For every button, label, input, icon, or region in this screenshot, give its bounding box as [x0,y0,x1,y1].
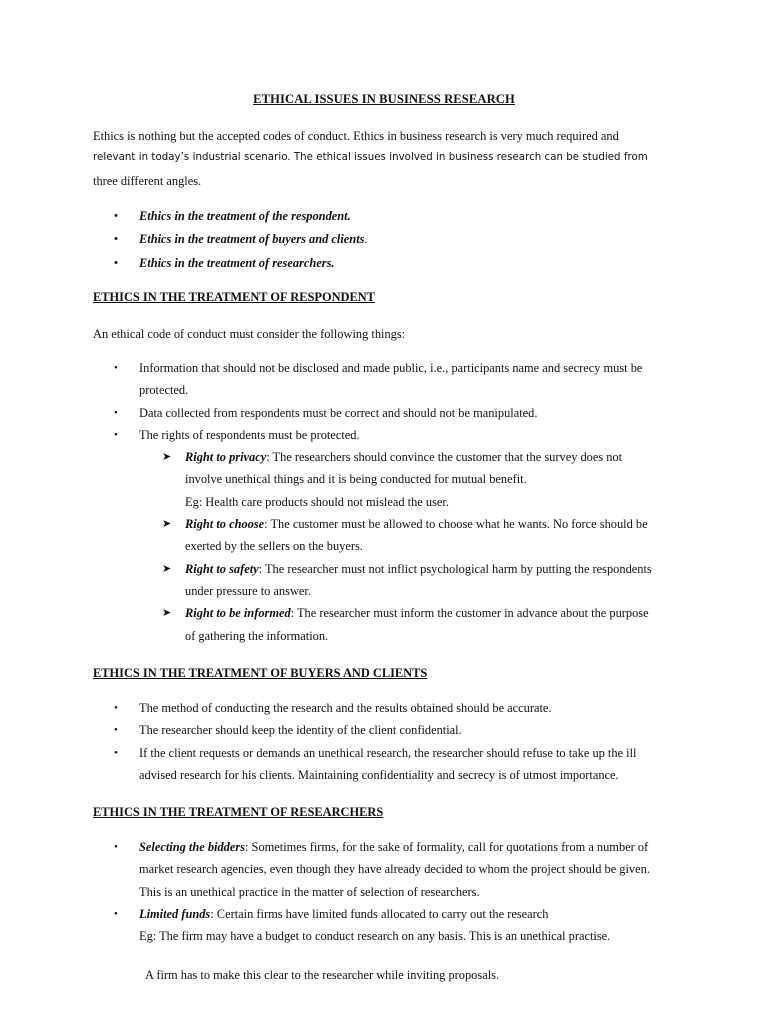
list-item: • Information that should not be disclosed and made public, i.e., participants name and secrecy must be protected. [93,357,672,402]
list-item: • The researcher should keep the identity of the client confidential. [93,719,672,741]
heading-respondent: ETHICS IN THE TREATMENT OF RESPONDENT [93,290,375,304]
list-item: ➤ Right to safety: The researcher must not inflict psychological harm by putting the respondents under pressure to answer. [139,558,672,603]
heading-researchers: ETHICS IN THE TREATMENT OF RESEARCHERS [93,805,384,819]
list-item: ➤ Right to be informed: The researcher must inform the customer in advance about the purpose of gathering the information. [139,602,672,647]
heading-clients: ETHICS IN THE TREATMENT OF BUYERS AND CLIENTS [93,666,428,680]
list-item: • The method of conducting the research and the results obtained should be accurate. [93,697,672,719]
respondent-section [93,357,672,647]
respondent-lead: An ethical code of conduct must consider the following things: [93,327,406,341]
list-item: • If the client requests or demands an unethical research, the researcher should refuse to take up the ill advised research for his clients. Maintaining confidentiality and secrecy is of utmost importance. [93,742,672,787]
intro-line-1: Ethics is nothing but the accepted codes of conduct. Ethics in business research is very much required and [93,129,619,143]
list-item: • The rights of respondents must be protected. [93,424,672,446]
intro-line-2: relevant in today’s industrial scenario. The ethical issues involved in business research can be studied from [93,152,648,164]
list-item: ➤ Right to privacy: The researchers should convince the customer that the survey does not involve unethical things and it is being conducted for mutual benefit. Eg: Health care products should not mislead the user. [139,446,672,513]
list-item: • Selecting the bidders: Sometimes firms, for the sake of formality, call for quotations from a number of market research agencies, even though they have already decided to whom the project should be given. This is an unethical practice in the matter of selection of researchers. [93,836,672,903]
list-item: • Limited funds: Certain firms have limited funds allocated to carry out the research Eg: The firm may have a budget to conduct research on any basis. This is an unethical practise. [93,903,672,948]
list-item: • Ethics in the treatment of buyers and clients. [93,228,672,251]
researchers-list [93,836,672,947]
document-title: ETHICAL ISSUES IN BUSINESS RESEARCH [253,92,515,106]
list-item: ➤ Right to choose: The customer must be allowed to choose what he wants. No force should be exerted by the sellers on the buyers. [139,513,672,558]
intro-line-3: three different angles. [93,173,202,188]
list-item: • Ethics in the treatment of researchers. [93,252,672,275]
angles-list [93,205,672,275]
closing-line: A firm has to make this clear to the researcher while inviting proposals. [145,968,500,982]
list-item: • Data collected from respondents must be correct and should not be manipulated. [93,402,672,424]
respondent-list [93,357,672,446]
list-item: • Ethics in the treatment of the respondent. [93,205,672,228]
rights-list [93,446,672,647]
clients-list [93,697,672,786]
intro-paragraph [93,125,672,192]
